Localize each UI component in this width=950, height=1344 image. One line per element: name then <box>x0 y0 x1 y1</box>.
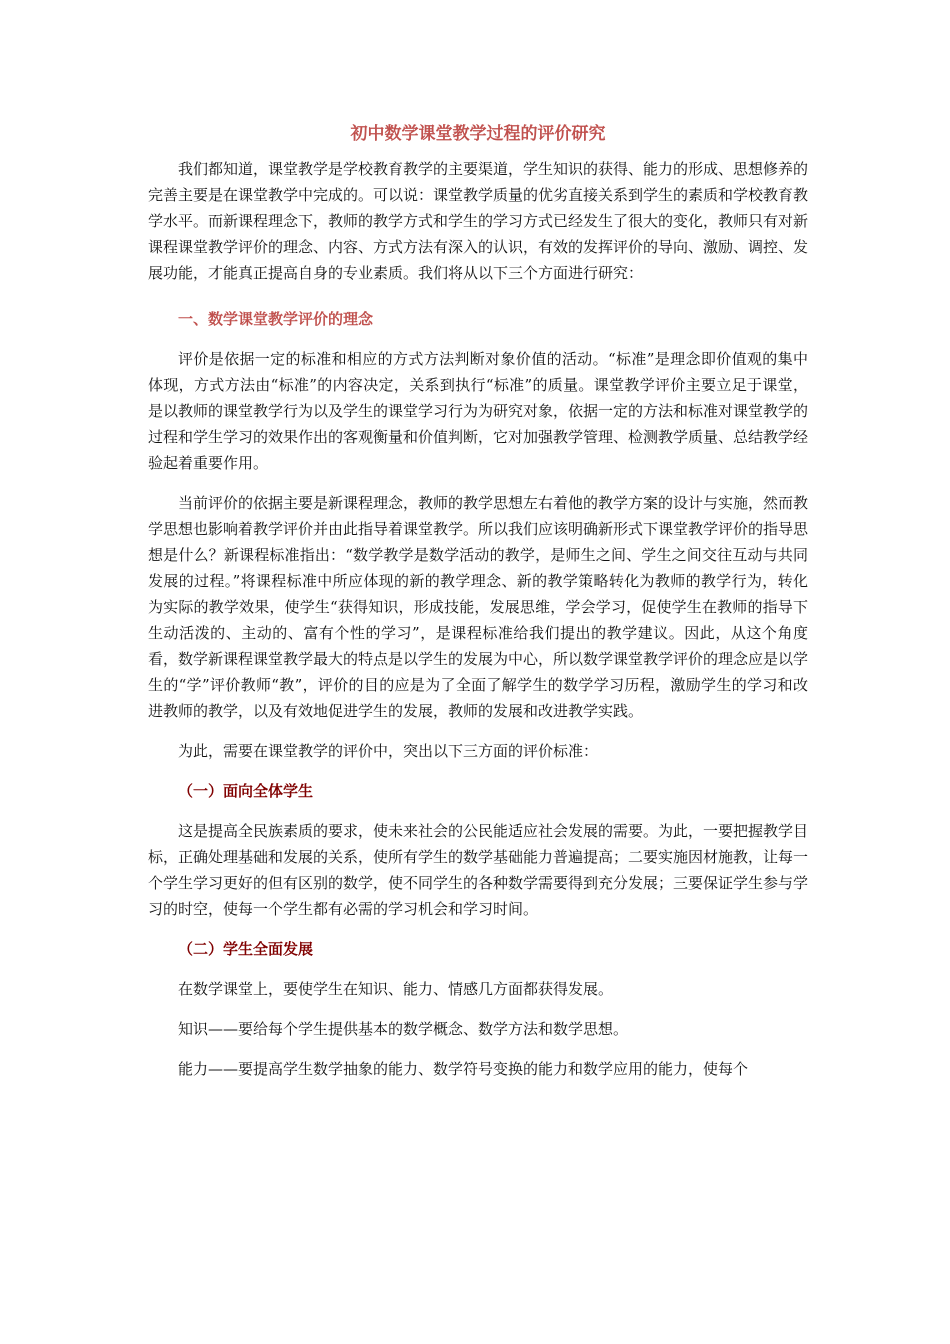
sub2-paragraph-2: 知识——要给每个学生提供基本的数学概念、数学方法和数学思想。 <box>178 1020 629 1038</box>
section1-paragraph-2: 当前评价的依据主要是新课程理念，教师的教学思想左右着他的教学方案的设计与实施，然而教学思想也影响着教学评价并由此指导着课堂教学。所以我们应该明确新形式下课堂教学评价的指导思想是什么？新课程标准指出：“数学教学是数学活动的教学，是师生之间、学生之间交往互动与共同发展的过程。”将课程标准中所应体现的新的教学理念、新的教学策略转化为教师的教学行为，转化为实际的教学效果，使学生“获得知识，形成技能，发展思维，学会学习，促使学生在教师的指导下生动活泼的、主动的、富有个性的学习”，是课程标准给我们提出的教学建议。因此，从这个角度看，数学新课程课堂教学最大的特点是以学生的发展为中心，所以数学课堂教学评价的理念应是以学生的“学”评价教师“教”，评价的目的应是为了全面了解学生的数学学习历程，激励学生的学习和改进教师的教学，以及有效地促进学生的发展，教师的发展和改进教学实践。 <box>148 494 809 720</box>
section1-paragraph-3: 为此，需要在课堂教学的评价中，突出以下三方面的评价标准： <box>178 742 599 760</box>
sub2-paragraph-3: 能力——要提高学生数学抽象的能力、数学符号变换的能力和数学应用的能力，使每个 <box>178 1060 749 1078</box>
page-title: 初中数学课堂教学过程的评价研究 <box>350 124 606 144</box>
section-heading-1: 一、数学课堂教学评价的理念 <box>178 310 374 328</box>
section1-paragraph-1: 评价是依据一定的标准和相应的方式方法判断对象价值的活动。“标准”是理念即价值观的集中体现，方式方法由“标准”的内容决定，关系到执行“标准”的质量。课堂教学评价主要立足于课堂，是以教师的课堂教学行为以及学生的课堂学习行为为研究对象，依据一定的方法和标准对课堂教学的过程和学生学习的效果作出的客观衡量和价值判断，它对加强教学管理、检测教学质量、总结教学经验起着重要作用。 <box>148 350 809 472</box>
sub1-paragraph-1: 这是提高全民族素质的要求，使未来社会的公民能适应社会发展的需要。为此，一要把握教学目标，正确处理基础和发展的关系，使所有学生的数学基础能力普遍提高；二要实施因材施教，让每一个学生学习更好的但有区别的数学，使不同学生的各种数学需要得到充分发展；三要保证学生参与学习的时空，使每一个学生都有必需的学习机会和学习时间。 <box>148 822 809 918</box>
intro-paragraph: 我们都知道，课堂教学是学校教育教学的主要渠道，学生知识的获得、能力的形成、思想修养的完善主要是在课堂教学中完成的。可以说：课堂教学质量的优劣直接关系到学生的素质和学校教育教学水平。而新课程理念下，教师的教学方式和学生的学习方式已经发生了很大的变化，教师只有对新课程课堂教学评价的理念、内容、方式方法有深入的认识，有效的发挥评价的导向、激励、调控、发展功能，才能真正提高自身的专业素质。我们将从以下三个方面进行研究： <box>148 160 809 282</box>
sub2-paragraph-1: 在数学课堂上，要使学生在知识、能力、情感几方面都获得发展。 <box>178 980 614 998</box>
subsection-heading-1: （一）面向全体学生 <box>178 782 314 800</box>
subsection-heading-2: （二）学生全面发展 <box>178 940 314 958</box>
document-page <box>148 120 808 1082</box>
